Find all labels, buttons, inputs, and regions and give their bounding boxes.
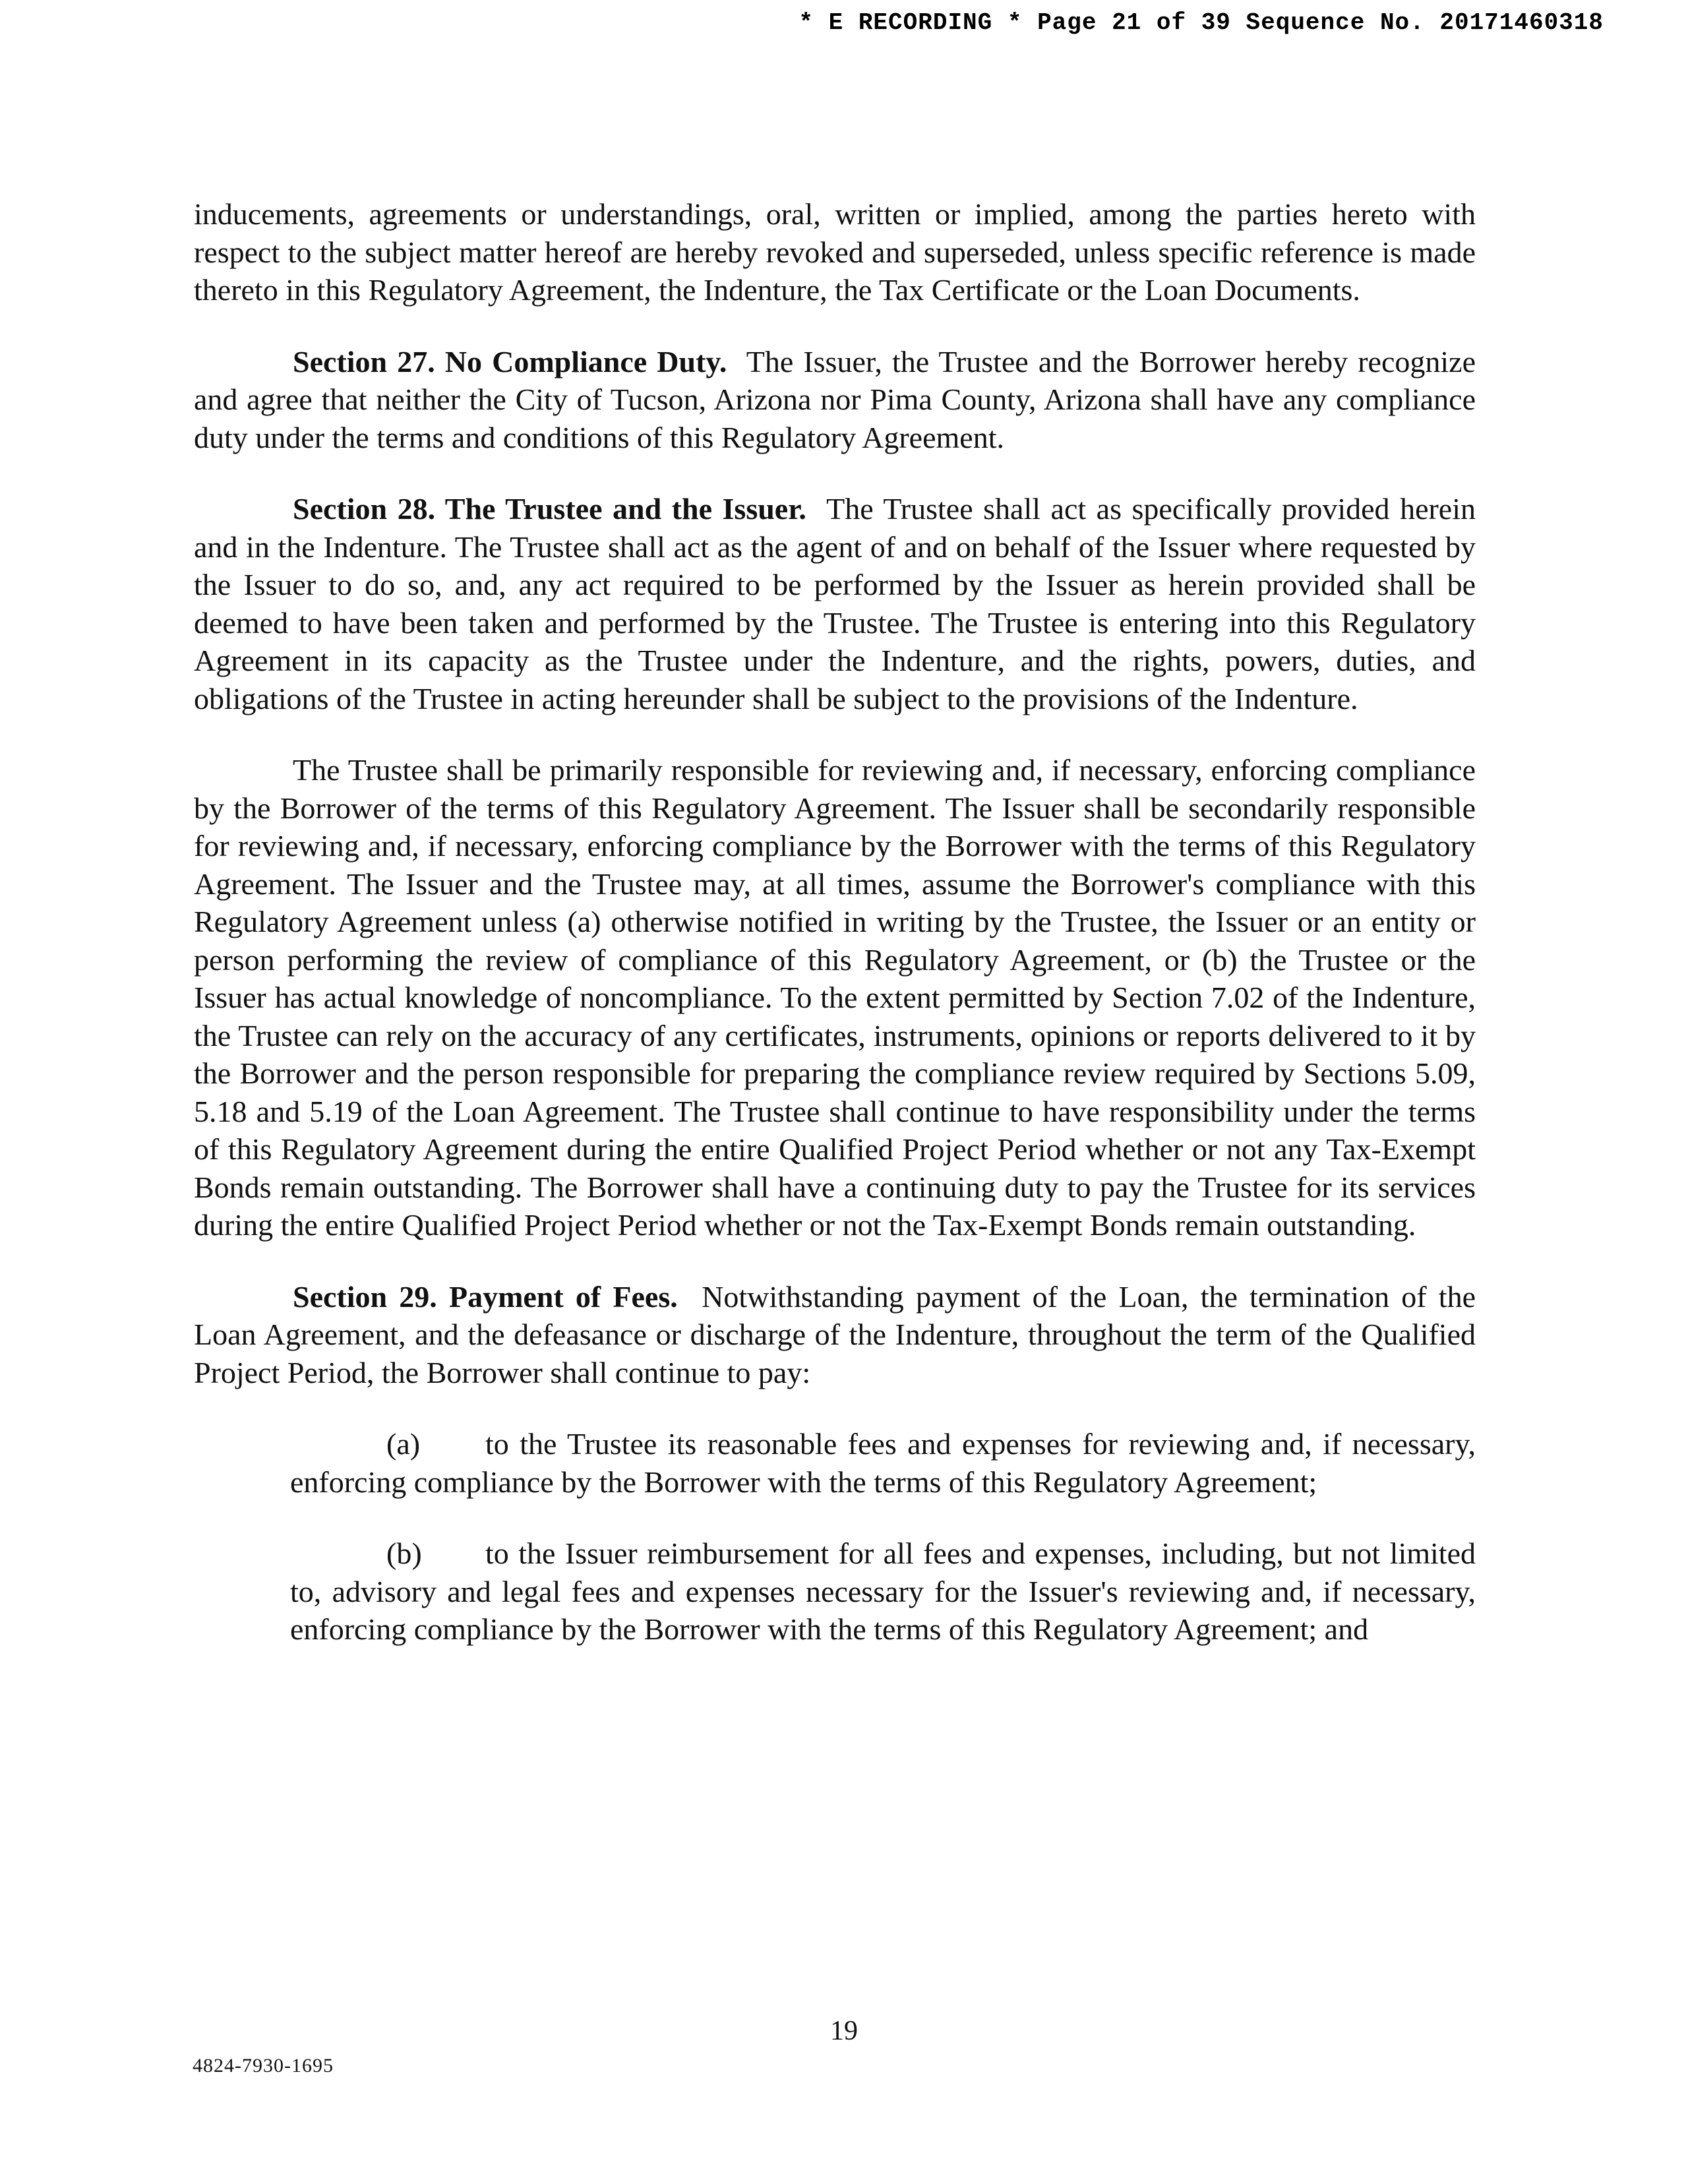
item-a-text: to the Trustee its reasonable fees and expenses for reviewing and, if necessary, enforcing compliance by the Borrower with the terms of this Regulatory Agreement;: [290, 1427, 1476, 1499]
section-29-body: Notwithstanding payment of the Loan, the termination of the Loan Agreement, and the defeasance or discharge of the Indenture, throughout the term of the Qualified Project Period, the Borrower shall continue to pay:: [194, 1279, 1476, 1389]
item-a-label: (a): [386, 1427, 421, 1461]
section-28-paragraph-2: The Trustee shall be primarily responsible for reviewing and, if necessary, enforcing compliance by the Borrower of the terms of this Regulatory Agreement. The Issuer shall be secondarily responsible for reviewing and, if necessary, enforcing compliance by the Borrower with the terms of this Regulatory Agreement. The Issuer and the Trustee may, at all times, assume the Borrower's compliance with this Regulatory Agreement unless (a) otherwise notified in writing by the Trustee, the Issuer or an entity or person performing the review of compliance of this Regulatory Agreement, or (b) the Trustee or the Issuer has actual knowledge of noncompliance. To the extent permitted by Section 7.02 of the Indenture, the Trustee can rely on the accuracy of any certificates, instruments, opinions or reports delivered to it by the Borrower and the person responsible for preparing the compliance review required by Sections 5.09, 5.18 and 5.19 of the Loan Agreement. The Trustee shall continue to have responsibility under the terms of this Regulatory Agreement during the entire Qualified Project Period whether or not any Tax-Exempt Bonds remain outstanding. The Borrower shall have a continuing duty to pay the Trustee for its services during the entire Qualified Project Period whether or not the Tax-Exempt Bonds remain outstanding.: [194, 753, 1476, 1242]
document-number: 4824-7930-1695: [193, 2055, 334, 2077]
item-b-label: (b): [386, 1536, 422, 1570]
item-a: [290, 1425, 1476, 1501]
section-28: [194, 490, 1476, 717]
section-27-body: The Issuer, the Trustee and the Borrower hereby recognize and agree that neither the City of Tucson, Arizona nor Pima County, Arizona shall have any compliance duty under the terms and conditions of this Regulatory Agreement.: [194, 344, 1476, 454]
section-28-heading: Section 28. The Trustee and the Issuer.: [293, 492, 806, 526]
paragraph-continuation: inducements, agreements or understandings, oral, written or implied, among the parties hereto with respect to the subject matter hereof are hereby revoked and superseded, unless specific reference is made thereto in this Regulatory Agreement, the Indenture, the Tax Certificate or the Loan Documents.: [194, 197, 1476, 307]
page-number: 19: [830, 2016, 858, 2046]
section-27-heading: Section 27. No Compliance Duty.: [293, 344, 727, 379]
section-29-heading: Section 29. Payment of Fees.: [293, 1279, 678, 1314]
recording-header: * E RECORDING * Page 21 of 39 Sequence No. 20171460318: [799, 9, 1604, 36]
section-29: [194, 1278, 1476, 1392]
item-b-text: to the Issuer reimbursement for all fees and expenses, including, but not limited to, advisory and legal fees and expenses necessary for the Issuer's reviewing and, if necessary, enforcing compliance by the Borrower with the terms of this Regulatory Agreement; and: [290, 1536, 1476, 1646]
section-27: [194, 343, 1476, 457]
section-28-body: The Trustee shall act as specifically provided herein and in the Indenture. The Trustee shall act as the agent of and on behalf of the Issuer where requested by the Issuer to do so, and, any act required to be performed by the Issuer as herein provided shall be deemed to have been taken and performed by the Trustee. The Trustee is entering into this Regulatory Agreement in its capacity as the Trustee under the Indenture, and the rights, powers, duties, and obligations of the Trustee in acting hereunder shall be subject to the provisions of the Indenture.: [194, 492, 1476, 715]
document-body: [194, 195, 1476, 1649]
item-b: [290, 1534, 1476, 1649]
